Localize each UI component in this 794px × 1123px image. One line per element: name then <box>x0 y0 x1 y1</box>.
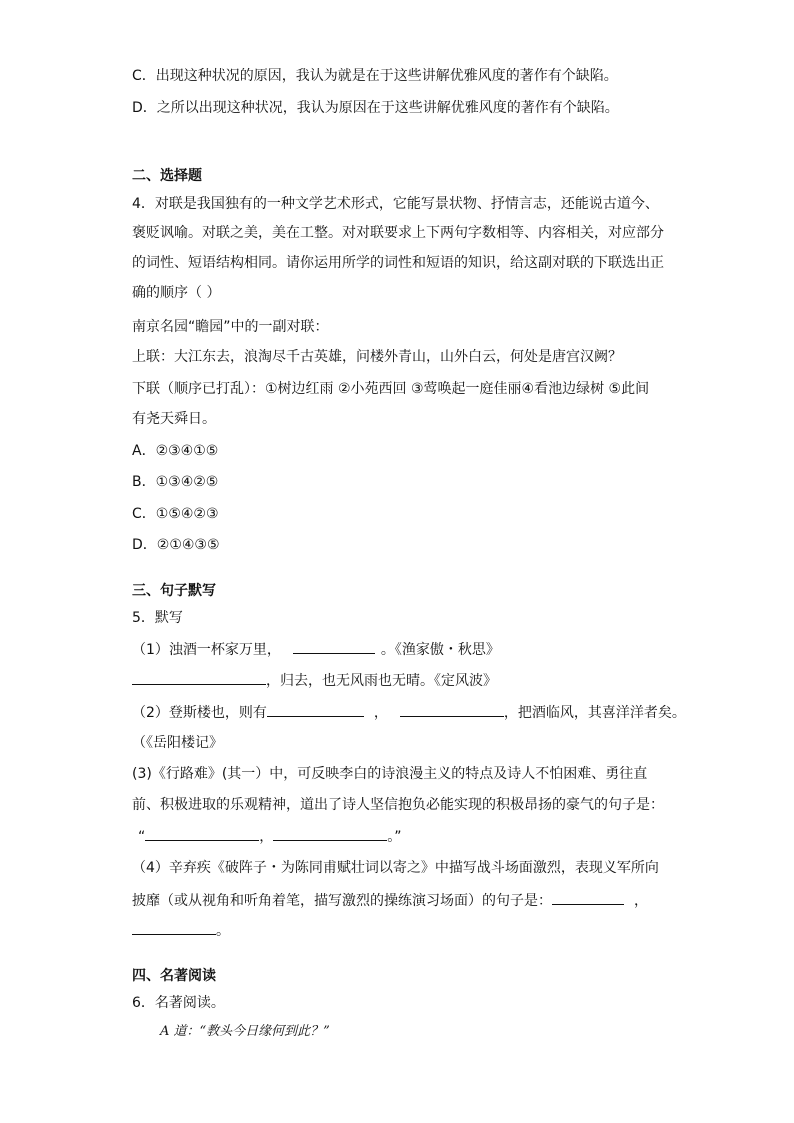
couplet-lower-2: 有尧天舜日。 <box>132 411 216 427</box>
q4-line-4: 确的顺序（ ） <box>132 285 221 301</box>
answer-blank[interactable] <box>145 826 259 841</box>
q3-option-d: D．之所以出现这种状况，我认为原因在于这些讲解优雅风度的著作有个缺陷。 <box>132 100 619 116</box>
answer-blank[interactable] <box>273 826 387 841</box>
item3-comma: ， <box>259 829 274 845</box>
q5-item3-line2: 前、积极进取的乐观精神，道出了诗人坚信抱负必能实现的积极昂扬的豪气的句子是： <box>132 797 664 813</box>
couplet-intro: 南京名园“瞻园”中的一副对联： <box>132 319 329 335</box>
item2-comma: ， <box>373 705 388 721</box>
answer-blank[interactable] <box>132 920 216 935</box>
section2-heading: 二、选择题 <box>132 168 202 184</box>
item4-comma: ， <box>634 893 648 909</box>
q4-line-3: 的词性、短语结构相同。请你运用所学的词性和短语的知识，给这副对联的下联选出正 <box>132 255 664 271</box>
q5-item4-line2 <box>132 890 648 911</box>
section3-heading: 三、句子默写 <box>132 583 216 599</box>
answer-blank[interactable] <box>400 702 504 717</box>
item2-suffix: ，把酒临风，其喜洋洋者矣。 <box>503 705 686 721</box>
answer-blank[interactable] <box>293 639 375 654</box>
q5-item3-line3 <box>132 826 402 847</box>
excerpt-quote: A 道：“教头今日缘何到此？” <box>160 1024 330 1039</box>
couplet-upper: 上联：大江东去，浪淘尽千古英雄，问楼外青山，山外白云，何处是唐宫汉阙？ <box>132 349 622 365</box>
item1-prefix: （1）浊酒一杯家万里， <box>132 642 281 658</box>
answer-blank[interactable] <box>552 890 624 905</box>
q3-option-c: C．出现这种状况的原因，我认为就是在于这些讲解优雅风度的著作有个缺陷。 <box>132 68 618 84</box>
q5-title: 5．默写 <box>132 610 183 626</box>
item1-source: 。《渔家傲・秋思》 <box>380 642 500 658</box>
q5-item2-line2: （《岳阳楼记》 <box>132 735 223 751</box>
q4-option-a: A．②③④①⑤ <box>132 443 219 459</box>
q5-item2-line1 <box>132 702 686 723</box>
q6-title: 6．名著阅读。 <box>132 995 225 1011</box>
q5-item4-line3 <box>132 920 230 941</box>
q4-option-c: C．①⑤④②③ <box>132 506 219 522</box>
q4-option-b: B．①③④②⑤ <box>132 474 219 490</box>
q4-line-1: 4．对联是我国独有的一种文学艺术形式，它能写景状物、抒情言志，还能说古道今、 <box>132 196 659 212</box>
item2-prefix: （2）登斯楼也，则有 <box>132 705 267 721</box>
answer-blank[interactable] <box>267 702 364 717</box>
item4-prefix: 披靡（或从视角和听角着笔，描写激烈的操练演习场面）的句子是： <box>132 893 552 909</box>
q5-item1-line1 <box>132 639 500 660</box>
q4-option-d: D．②①④③⑤ <box>132 537 220 553</box>
q5-item4-line1: （4）辛弃疾《破阵子・为陈同甫赋壮词以寄之》中描写战斗场面激烈，表现义军所向 <box>132 860 659 876</box>
item1-suffix: ，归去，也无风雨也无晴。《定风波》 <box>266 673 497 689</box>
q5-item1-line2 <box>132 670 497 691</box>
couplet-lower-1: 下联（顺序已打乱）：①树边红雨 ②小苑西回 ③莺唤起一庭佳丽④看池边绿树 ⑤此间 <box>132 381 650 397</box>
q4-line-2: 褒贬讽喻。对联之美，美在工整。对对联要求上下两句字数相等、内容相关，对应部分 <box>132 225 664 241</box>
open-quote: “ <box>138 829 146 845</box>
item4-period: 。 <box>216 923 230 939</box>
q5-item3-line1: (3)《行路难》(其一）中，可反映李白的诗浪漫主义的特点及诗人不怕困难、勇往直 <box>132 766 648 782</box>
answer-blank[interactable] <box>132 670 266 685</box>
section4-heading: 四、名著阅读 <box>132 968 216 984</box>
close-quote: 。” <box>387 829 402 845</box>
